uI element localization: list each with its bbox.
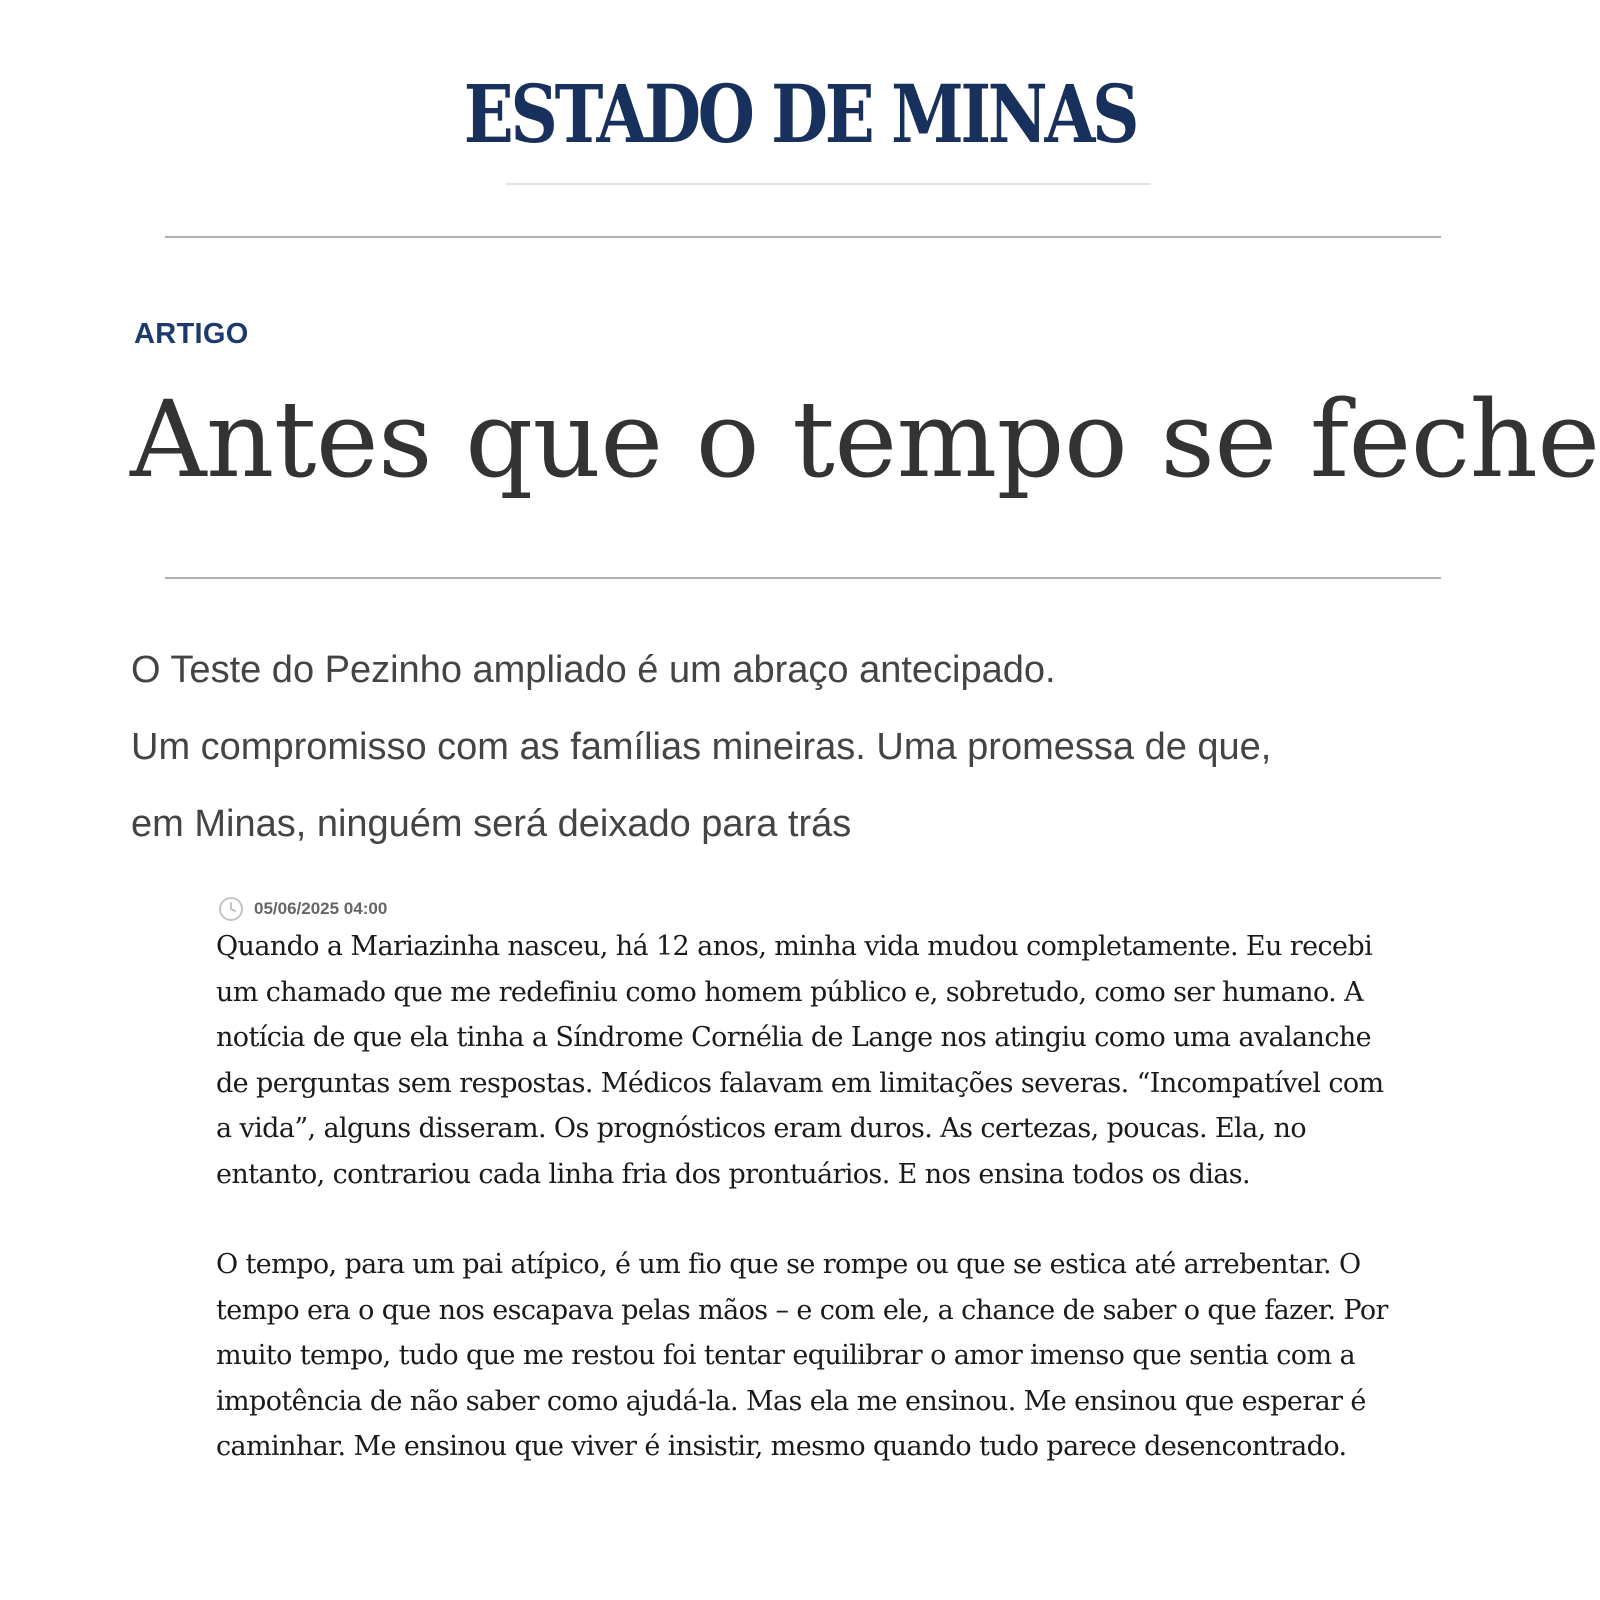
- article-subtitle: [131, 632, 1511, 863]
- masthead-logo[interactable]: ESTADO DE MINAS: [463, 67, 1137, 161]
- subtitle-line: Um compromisso com as famílias mineiras. Uma promessa de que,: [131, 726, 1272, 768]
- headline-top-divider: [165, 236, 1441, 238]
- clock-icon: [218, 896, 244, 922]
- body-paragraph: Quando a Mariazinha nasceu, há 12 anos, minha vida mudou completamente. Eu recebi um chamado que me redefiniu como homem público e, sobretudo, como ser humano. A notícia de que ela tinha a Síndrome Cornélia de Lange nos atingiu como uma avalanche de perguntas sem respostas. Médicos falavam em limitações severas. “Incompatível com a vida”, alguns disseram. Os prognósticos eram duros. As certezas, poucas. Ela, no entanto, contrariou cada linha fria dos prontuários. E nos ensina todos os dias.: [216, 931, 1384, 1190]
- timestamp-text: 05/06/2025 04:00: [254, 899, 388, 918]
- article-timestamp: [218, 895, 387, 923]
- article-body: [216, 924, 1406, 1515]
- article-title: Antes que o tempo se feche: [130, 378, 1600, 501]
- article-kicker[interactable]: ARTIGO: [134, 318, 249, 350]
- headline-bottom-divider: [165, 577, 1441, 579]
- masthead-divider: [506, 183, 1151, 185]
- body-paragraph: O tempo, para um pai atípico, é um fio que se rompe ou que se estica até arrebentar. O tempo era o que nos escapava pelas mãos – e com ele, a chance de saber o que fazer. Por muito tempo, tudo que me restou foi tentar equilibrar o amor imenso que sentia com a impotência de não saber como ajudá-la. Mas ela me ensinou. Me ensinou que esperar é caminhar. Me ensinou que viver é insistir, mesmo quando tudo parece desencontrado.: [216, 1249, 1388, 1462]
- subtitle-line: O Teste do Pezinho ampliado é um abraço antecipado.: [131, 649, 1056, 691]
- subtitle-line: em Minas, ninguém será deixado para trás: [131, 803, 852, 845]
